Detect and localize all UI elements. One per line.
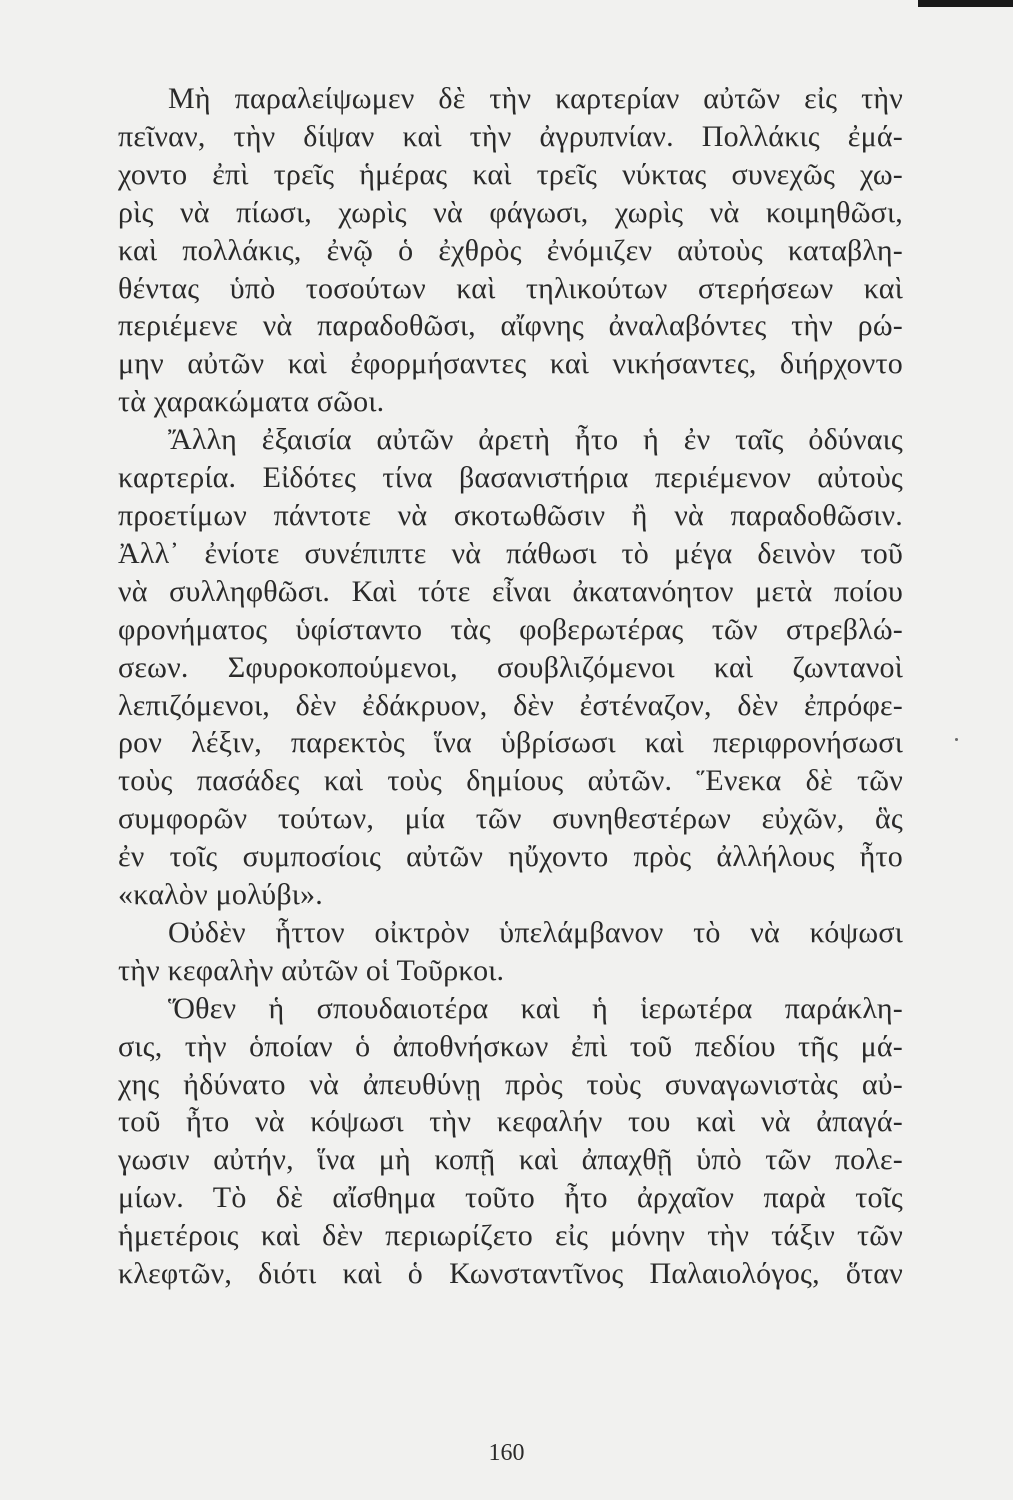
text-line: νὰ συλληφθῶσι. Καὶ τότε εἶναι ἀκατανόητον μετὰ ποίου — [118, 574, 903, 608]
text-line: φρονήματος ὑφίσταντο τὰς φοβερωτέρας τῶν στρεβλώ- — [118, 612, 903, 646]
scan-edge-shadow — [918, 0, 1013, 7]
text-line: κλεφτῶν, διότι καὶ ὁ Κωνσταντῖνος Παλαιολόγος, ὅταν — [118, 1257, 903, 1291]
text-line: μην αὐτῶν καὶ ἐφορμήσαντες καὶ νικήσαντες, διήρχοντο — [118, 347, 903, 381]
text-line: σις, τὴν ὁποίαν ὁ ἀποθνήσκων ἐπὶ τοῦ πεδίου τῆς μά- — [118, 1029, 903, 1063]
text-line: γωσιν αὐτήν, ἵνα μὴ κοπῇ καὶ ἀπαχθῇ ὑπὸ τῶν πολε- — [118, 1143, 903, 1177]
page-number: 160 — [488, 1440, 525, 1466]
text-line: ἡμετέροις καὶ δὲν περιωρίζετο εἰς μόνην τὴν τάξιν τῶν — [118, 1219, 903, 1253]
text-line: τοῦ ἦτο νὰ κόψωσι τὴν κεφαλήν του καὶ νὰ ἀπαγά- — [118, 1105, 903, 1139]
text-line: Ἀλλ᾽ ἐνίοτε συνέπιπτε νὰ πάθωσι τὸ μέγα δεινὸν τοῦ — [118, 536, 903, 570]
text-line: Μὴ παραλείψωμεν δὲ τὴν καρτερίαν αὐτῶν εἰς τὴν — [168, 82, 903, 115]
text-line: λεπιζόμενοι, δὲν ἐδάκρυον, δὲν ἐστέναζον, δὲν ἐπρόφε- — [118, 688, 903, 722]
text-line: χης ἠδύνατο νὰ ἀπευθύνῃ πρὸς τοὺς συναγωνιστὰς αὐ- — [118, 1067, 903, 1101]
text-line: τοὺς πασάδες καὶ τοὺς δημίους αὐτῶν. Ἕνεκα δὲ τῶν — [118, 764, 903, 798]
scan-speck — [955, 738, 958, 741]
text-line: πεῖναν, τὴν δίψαν καὶ τὴν ἀγρυπνίαν. Πολλάκις ἐμά- — [118, 119, 903, 153]
text-line: Οὐδὲν ἧττον οἰκτρὸν ὑπελάμβανον τὸ νὰ κόψωσι — [168, 915, 903, 949]
text-line: σεων. Σφυροκοπούμενοι, σουβλιζόμενοι καὶ ζωντανοὶ — [118, 650, 903, 684]
text-line: χοντο ἐπὶ τρεῖς ἡμέρας καὶ τρεῖς νύκτας συνεχῶς χω- — [118, 157, 903, 191]
text-line: θέντας ὑπὸ τοσούτων καὶ τηλικούτων στερήσεων καὶ — [118, 271, 903, 305]
text-line: προετίμων πάντοτε νὰ σκοτωθῶσιν ἢ νὰ παραδοθῶσιν. — [118, 498, 903, 532]
text-line: συμφορῶν τούτων, μία τῶν συνηθεστέρων εὐχῶν, ἃς — [118, 802, 903, 836]
text-line: περιέμενε νὰ παραδοθῶσι, αἴφνης ἀναλαβόντες τὴν ρώ- — [118, 309, 903, 343]
text-line: Ὅθεν ἡ σπουδαιοτέρα καὶ ἡ ἱερωτέρα παράκλη- — [168, 991, 903, 1025]
text-line: καὶ πολλάκις, ἐνῷ ὁ ἐχθρὸς ἐνόμιζεν αὐτοὺς καταβλη- — [118, 233, 903, 267]
text-line: Ἄλλη ἐξαισία αὐτῶν ἀρετὴ ἦτο ἡ ἐν ταῖς ὀδύναις — [168, 423, 903, 457]
text-line: μίων. Τὸ δὲ αἴσθημα τοῦτο ἦτο ἀρχαῖον παρὰ τοῖς — [118, 1181, 903, 1215]
text-line: καρτερία. Εἰδότες τίνα βασανιστήρια περιέμενον αὐτοὺς — [118, 461, 903, 495]
text-line: τὴν κεφαλὴν αὐτῶν οἱ Τοῦρκοι. — [118, 953, 505, 987]
text-line: «καλὸν μολύβι». — [118, 878, 323, 912]
text-line: τὰ χαρακώματα σῶοι. — [118, 385, 385, 419]
body-text — [118, 80, 903, 1293]
text-line: ἐν τοῖς συμποσίοις αὐτῶν ηὔχοντο πρὸς ἀλλήλους ἦτο — [118, 840, 903, 874]
text-line: ρὶς νὰ πίωσι, χωρὶς νὰ φάγωσι, χωρὶς νὰ κοιμηθῶσι, — [118, 195, 903, 229]
text-line: ρον λέξιν, παρεκτὸς ἵνα ὑβρίσωσι καὶ περιφρονήσωσι — [118, 726, 903, 760]
